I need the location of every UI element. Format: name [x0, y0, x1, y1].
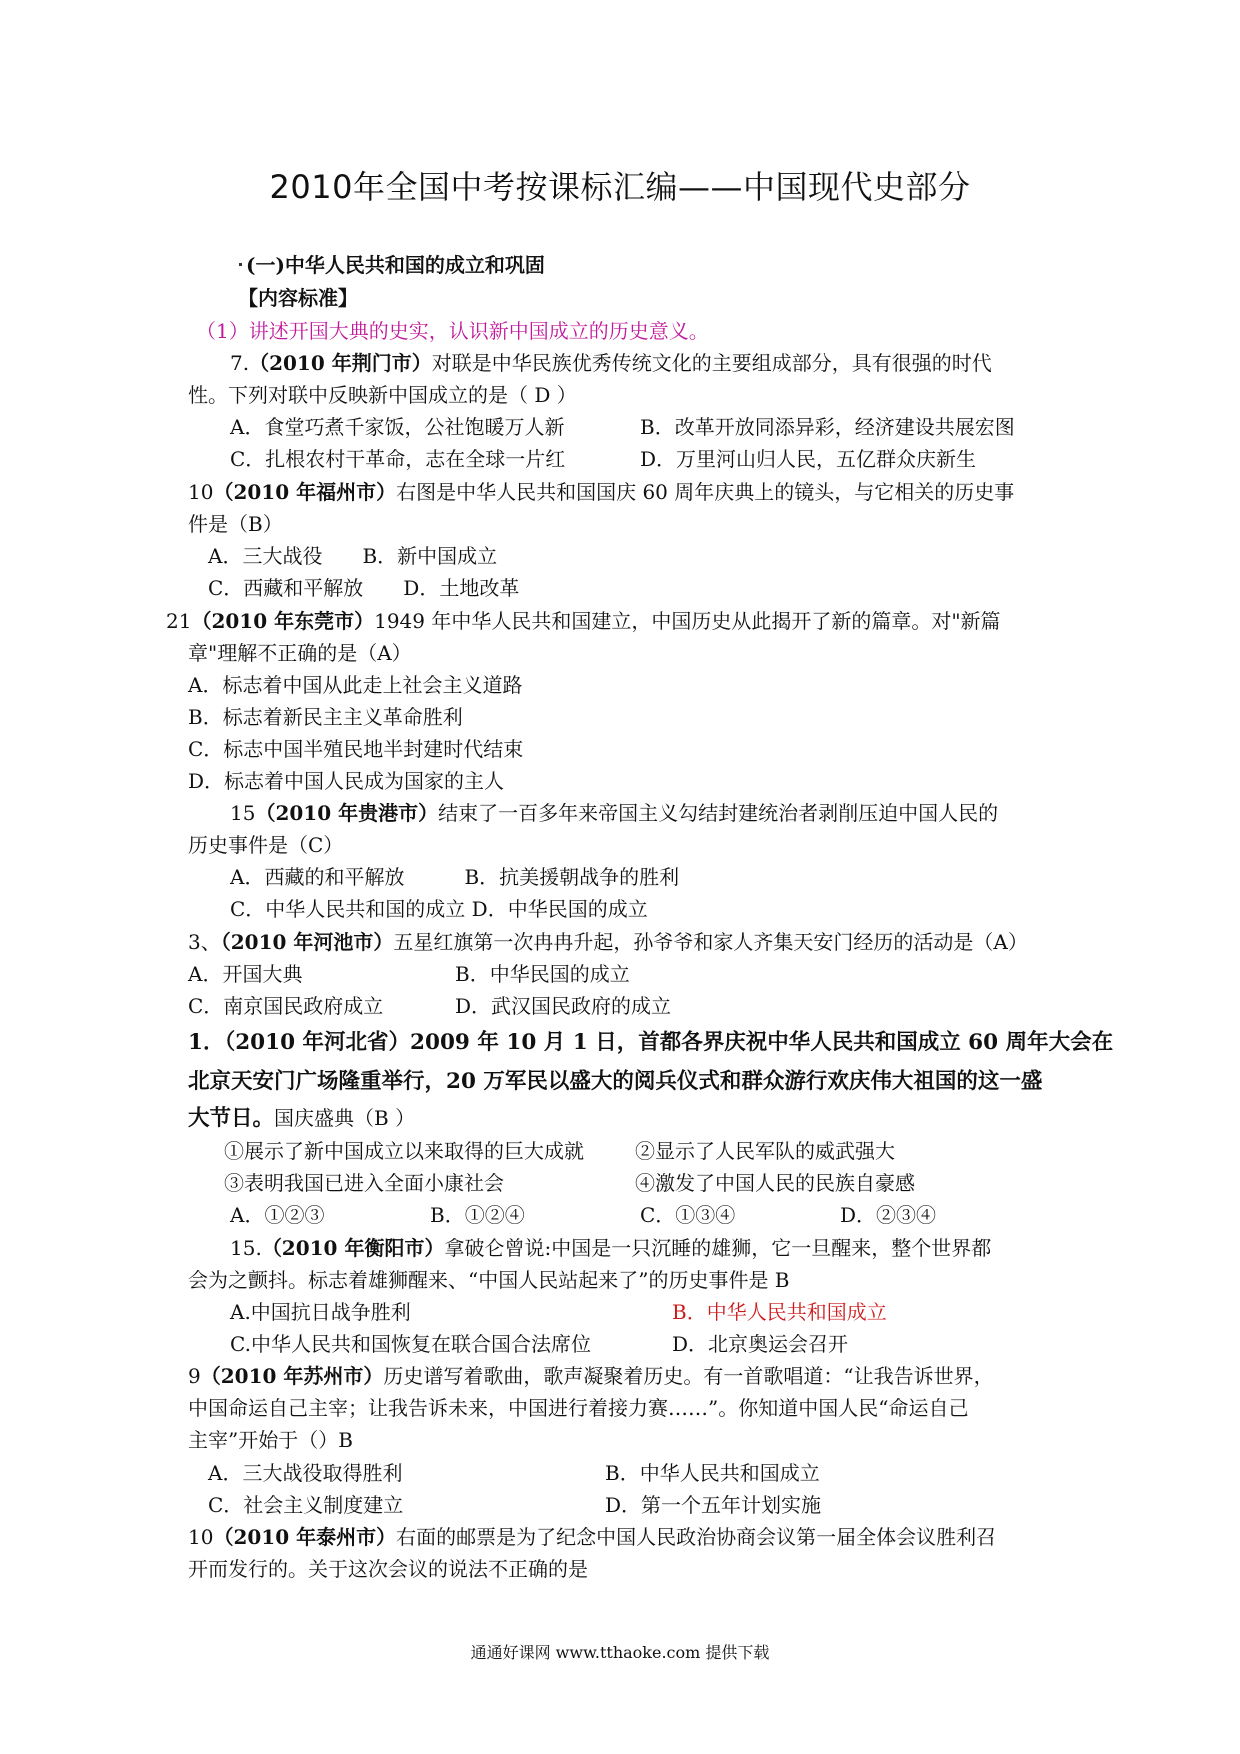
content-standard-label: 【内容标准】 — [238, 286, 358, 310]
question-1-line1 — [188, 1030, 1113, 1056]
option-a: A．标志着中国从此走上社会主义道路 — [188, 673, 523, 697]
option-c: C．南京国民政府成立 — [188, 994, 384, 1018]
option-d: D．标志着中国人民成为国家的主人 — [188, 769, 505, 793]
options-cd: C．西藏和平解放 D．土地改革 — [208, 576, 520, 600]
statement-1: ①展示了新中国成立以来取得的巨大成就 — [224, 1139, 584, 1163]
question-text: 五星红旗第一次冉冉升起，孙爷爷和家人齐集天安门经历的活动是（A） — [393, 930, 1028, 954]
question-1-line2: 北京天安门广场隆重举行，20 万军民以盛大的阅兵仪式和群众游行欢庆伟大祖国的这一盛 — [188, 1069, 1043, 1094]
option-c: C．扎根农村干革命，志在全球一片红 — [230, 447, 566, 471]
statement-2: ②显示了人民军队的威武强大 — [635, 1139, 895, 1163]
option-c: C．社会主义制度建立 — [208, 1493, 404, 1517]
question-9-line3: 主宰”开始于（）B — [188, 1428, 353, 1452]
question-source: （2010 年衡阳市） — [261, 1236, 445, 1260]
question-source: （2010 年苏州市） — [200, 1364, 384, 1388]
question-text: 2009 年 10 月 1 日，首都各界庆祝中华人民共和国成立 60 周年大会在 — [410, 1030, 1114, 1055]
question-source: （2010 年荆门市） — [249, 351, 432, 375]
statement-4: ④激发了中国人民的民族自豪感 — [635, 1171, 915, 1195]
option-d: D．北京奥运会召开 — [672, 1332, 849, 1356]
options-cd: C．中华人民共和国的成立 D．中华民国的成立 — [230, 897, 648, 921]
question-15b-line1 — [230, 1235, 991, 1261]
question-text: 结束了一百多年来帝国主义勾结封建统治者剥削压迫中国人民的 — [438, 801, 999, 825]
question-source: （2010 年河池市） — [220, 930, 394, 954]
question-text: 右面的邮票是为了纪念中国人民政治协商会议第一届全体会议胜利召 — [396, 1525, 997, 1549]
question-10b-line1 — [188, 1524, 996, 1550]
option-a: A．食堂巧煮千家饭，公社饱暖万人新 — [230, 415, 565, 439]
page-title: 2010年全国中考按课标汇编——中国现代史部分 — [269, 168, 971, 206]
options-ab: A．三大战役 B．新中国成立 — [208, 544, 498, 568]
question-source: （2010 年东莞市） — [191, 609, 375, 633]
question-7-line1 — [230, 350, 992, 376]
option-c: C.中华人民共和国恢复在联合国合法席位 — [230, 1332, 591, 1356]
question-text: 对联是中华民族优秀传统文化的主要组成部分，具有很强的时代 — [431, 351, 992, 375]
statement-3: ③表明我国已进入全面小康社会 — [224, 1171, 504, 1195]
question-15b-line2: 会为之颤抖。标志着雄狮醒来、“中国人民站起来了”的历史事件是 B — [188, 1268, 790, 1292]
question-10b-line2: 开而发行的。关于这次会议的说法不正确的是 — [188, 1557, 588, 1581]
question-number: 15. — [230, 1236, 262, 1260]
question-10a-line2: 件是（B） — [188, 512, 283, 536]
question-9-line2: 中国命运自己主宰；让我告诉未来，中国进行着接力赛……”。你知道中国人民“命运自己 — [188, 1396, 969, 1420]
question-3-line1 — [188, 929, 1028, 955]
option-b: B．中华民国的成立 — [455, 962, 630, 986]
question-text: 拿破仑曾说:中国是一只沉睡的雄狮，它一旦醒来，整个世界都 — [444, 1236, 992, 1260]
question-10a-line1 — [188, 479, 1014, 505]
question-15a-line1 — [230, 800, 998, 826]
question-source: （2010 年泰州市） — [213, 1525, 397, 1549]
option-d: D．②③④ — [840, 1203, 937, 1227]
option-d: D．第一个五年计划实施 — [605, 1493, 822, 1517]
question-21-line2: 章"理解不正确的是（A） — [188, 641, 412, 665]
standard-item-1: （1）讲述开国大典的史实，认识新中国成立的历史意义。 — [196, 319, 709, 343]
option-b: B．①②④ — [430, 1203, 525, 1227]
option-a: A．三大战役取得胜利 — [208, 1461, 403, 1485]
option-b: B．标志着新民主主义革命胜利 — [188, 705, 463, 729]
question-number: 21 — [166, 609, 192, 633]
option-b-correct: B．中华人民共和国成立 — [672, 1300, 887, 1324]
bullet-dot — [239, 263, 242, 266]
option-d: D．万里河山归人民，五亿群众庆新生 — [640, 447, 977, 471]
question-text: 大节日。 — [188, 1106, 275, 1131]
option-b: B．改革开放同添异彩，经济建设共展宏图 — [640, 415, 1015, 439]
option-a: A.中国抗日战争胜利 — [230, 1300, 411, 1324]
question-source: （2010 年福州市） — [213, 480, 397, 504]
question-source: （2010 年河北省） — [224, 1030, 411, 1055]
question-number: 15 — [230, 801, 256, 825]
page-footer: 通通好课网 www.tthaoke.com 提供下载 — [470, 1643, 770, 1662]
question-1-line3 — [188, 1105, 415, 1132]
question-number: 3、 — [188, 930, 221, 954]
question-text: 国庆盛典（B ） — [274, 1106, 416, 1130]
question-15a-line2: 历史事件是（C） — [188, 833, 344, 857]
question-number: 9 — [188, 1364, 201, 1388]
options-ab: A．西藏的和平解放 B．抗美援朝战争的胜利 — [230, 865, 680, 889]
section-heading: (一)中华人民共和国的成立和巩固 — [246, 253, 545, 277]
question-9-line1 — [188, 1363, 994, 1389]
question-number: 10 — [188, 480, 214, 504]
option-a: A．开国大典 — [188, 962, 303, 986]
question-source: （2010 年贵港市） — [255, 801, 439, 825]
question-21-line1 — [166, 608, 1001, 634]
option-c: C．①③④ — [640, 1203, 736, 1227]
option-d: D．武汉国民政府的成立 — [455, 994, 672, 1018]
question-text: 历史谱写着歌曲，歌声凝聚着历史。有一首歌唱道：“让我告诉世界， — [383, 1364, 994, 1388]
question-number: 10 — [188, 1525, 214, 1549]
option-a: A．①②③ — [230, 1203, 325, 1227]
question-text: 1949 年中华人民共和国建立，中国历史从此揭开了新的篇章。对"新篇 — [374, 609, 1001, 633]
option-c: C．标志中国半殖民地半封建时代结束 — [188, 737, 524, 761]
question-text: 右图是中华人民共和国国庆 60 周年庆典上的镜头，与它相关的历史事 — [396, 480, 1015, 504]
question-7-line2: 性。下列对联中反映新中国成立的是（ D ） — [188, 383, 577, 407]
question-number: 1． — [188, 1030, 225, 1055]
question-number: 7. — [230, 351, 250, 375]
option-b: B．中华人民共和国成立 — [605, 1461, 820, 1485]
